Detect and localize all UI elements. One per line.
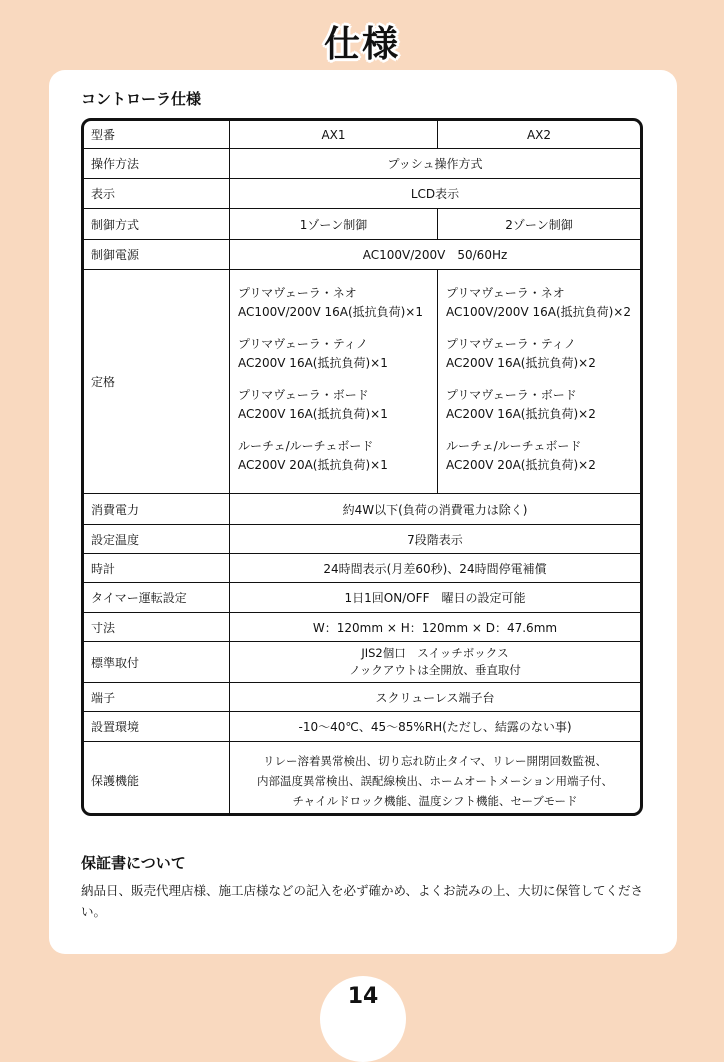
row-value-control-ax1: 1ゾーン制御 [230, 209, 438, 239]
row-label-clock: 時計 [84, 554, 230, 582]
column-header-ax1: AX1 [230, 121, 438, 148]
rating-product-spec: AC200V 16A(抵抗負荷)×2 [446, 406, 596, 421]
rating-ax1 [230, 270, 438, 493]
row-value-mounting [230, 642, 640, 682]
protection-line: リレー溶着異常検出、切り忘れ防止タイマ、リレー開閉回数監視、 [262, 753, 608, 768]
rating-product-name: プリマヴェーラ・ボード [446, 387, 577, 402]
table-row-rating [84, 269, 640, 493]
rating-ax2-item [446, 437, 596, 475]
row-value-temp-setting: 7段階表示 [407, 532, 463, 547]
rating-product-spec: AC200V 20A(抵抗負荷)×1 [238, 457, 388, 472]
row-label-temp-setting: 設定温度 [84, 525, 230, 553]
rating-product-name: ルーチェ/ルーチェボード [238, 438, 374, 453]
row-label-terminal: 端子 [84, 683, 230, 711]
row-label-rating: 定格 [84, 270, 230, 493]
table-row-consumption [84, 493, 640, 524]
row-label-environment: 設置環境 [84, 712, 230, 741]
rating-product-spec: AC100V/200V 16A(抵抗負荷)×1 [238, 304, 423, 319]
spec-table [81, 118, 643, 816]
rating-ax2-item [446, 335, 596, 373]
rating-product-name: ルーチェ/ルーチェボード [446, 438, 582, 453]
rating-product-spec: AC200V 16A(抵抗負荷)×1 [238, 355, 388, 370]
rating-product-name: プリマヴェーラ・ネオ [238, 285, 357, 300]
row-label-model: 型番 [84, 121, 230, 148]
rating-product-spec: AC200V 20A(抵抗負荷)×2 [446, 457, 596, 472]
protection-line: 内部温度異常検出、誤配線検出、ホームオートメーション用端子付、 [257, 773, 613, 788]
table-row-display [84, 178, 640, 208]
rating-ax2-item [446, 386, 596, 424]
row-value-control-ax2: 2ゾーン制御 [505, 217, 573, 232]
table-row-clock [84, 553, 640, 582]
row-value-power-source: AC100V/200V 50/60Hz [362, 248, 508, 262]
row-label-protection: 保護機能 [84, 742, 230, 816]
table-row-power-source [84, 239, 640, 269]
table-row-temp-setting [84, 524, 640, 553]
row-value-protection [230, 742, 640, 816]
rating-ax2-item [446, 284, 631, 322]
rating-product-name: プリマヴェーラ・ボード [238, 387, 369, 402]
table-row-mounting [84, 641, 640, 682]
table-row-timer [84, 582, 640, 612]
rating-ax2 [438, 270, 640, 493]
row-value-display: LCD表示 [410, 187, 460, 201]
row-value-timer: 1日1回ON/OFF 曜日の設定可能 [344, 591, 526, 605]
table-row-environment [84, 711, 640, 741]
controller-spec-heading: コントローラ仕様 [81, 90, 202, 108]
row-label-dimensions: 寸法 [84, 613, 230, 641]
table-row-protection [84, 741, 640, 816]
row-label-operation: 操作方法 [84, 149, 230, 178]
rating-product-name: プリマヴェーラ・ティノ [238, 336, 368, 351]
row-label-control: 制御方式 [84, 209, 230, 239]
row-label-display: 表示 [84, 179, 230, 208]
mounting-line: ノックアウトは全開放、垂直取付 [349, 663, 521, 677]
table-row-operation [84, 148, 640, 178]
warranty-text: 納品日、販売代理店様、施工店様などの記入を必ず確かめ、よくお読みの上、大切に保管してください。 [81, 883, 644, 919]
rating-product-name: プリマヴェーラ・ネオ [446, 285, 565, 300]
row-value-clock: 24時間表示(月差60秒)、24時間停電補償 [323, 561, 547, 576]
page-number: 14 [347, 984, 379, 1009]
rating-product-name: プリマヴェーラ・ティノ [446, 336, 576, 351]
column-header-ax2: AX2 [526, 127, 552, 142]
rating-product-spec: AC200V 16A(抵抗負荷)×1 [238, 406, 388, 421]
table-row-model [84, 121, 640, 148]
mounting-line: JIS2個口 スイッチボックス [361, 646, 509, 660]
row-value-terminal: スクリューレス端子台 [375, 690, 495, 705]
rating-ax1-item [238, 437, 388, 475]
table-row-dimensions [84, 612, 640, 641]
row-label-power-source: 制御電源 [84, 240, 230, 269]
row-label-consumption: 消費電力 [84, 494, 230, 524]
protection-line: チャイルドロック機能、温度シフト機能、セーブモード [292, 793, 578, 808]
page-title: 仕様 [323, 24, 400, 65]
table-row-terminal [84, 682, 640, 711]
table-row-control [84, 208, 640, 239]
rating-ax1-item [238, 335, 388, 373]
rating-product-spec: AC100V/200V 16A(抵抗負荷)×2 [446, 304, 631, 319]
rating-product-spec: AC200V 16A(抵抗負荷)×2 [446, 355, 596, 370]
row-value-environment: -10～40℃、45～85%RH(ただし、結露のない事) [298, 720, 572, 734]
warranty-heading: 保証書について [81, 854, 186, 872]
row-value-consumption: 約4W以下(負荷の消費電力は除く) [342, 502, 528, 517]
rating-ax1-item [238, 284, 423, 322]
row-label-mounting: 標準取付 [84, 642, 230, 682]
row-value-operation: プッシュ操作方式 [387, 157, 483, 171]
row-label-timer: タイマー運転設定 [84, 583, 230, 612]
row-value-dimensions: W：120mm × H：120mm × D：47.6mm [312, 620, 558, 635]
rating-ax1-item [238, 386, 388, 424]
